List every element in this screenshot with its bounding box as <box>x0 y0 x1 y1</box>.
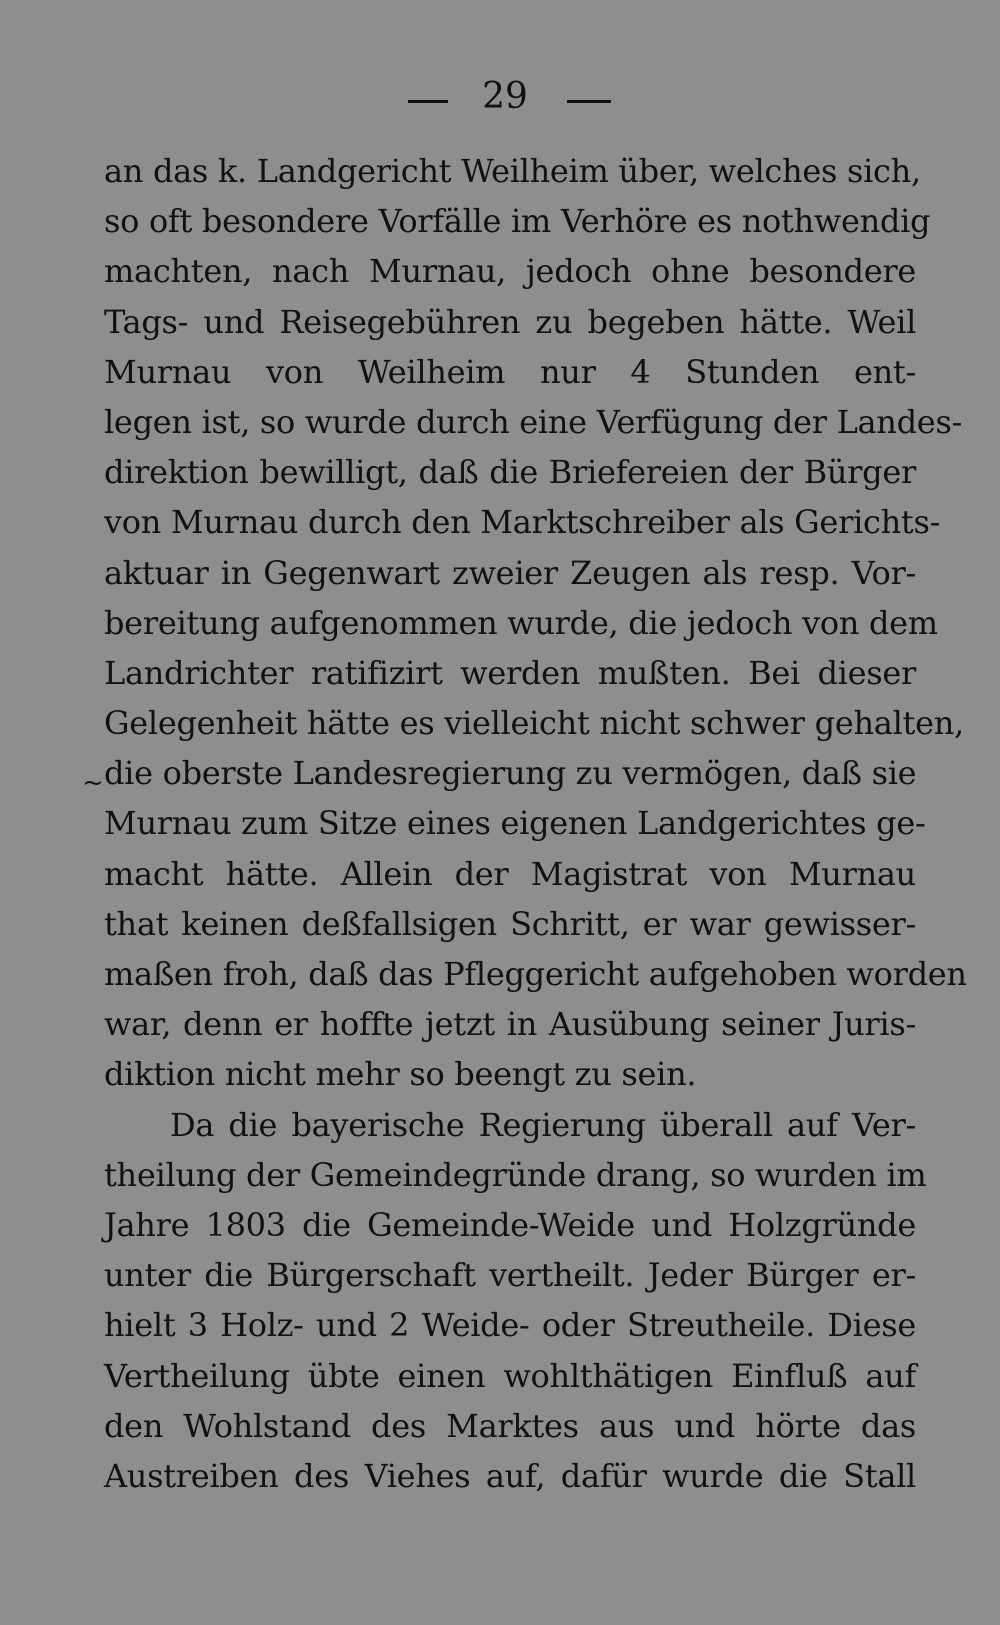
text-line: an das k. Landgericht Weilheim über, welches sich, <box>104 152 921 190</box>
header-dash-left <box>408 100 448 103</box>
margin-mark: ~ <box>82 768 104 798</box>
header-dash-right <box>567 100 611 103</box>
text-line: Jahre 1803 die Gemeinde-Weide und Holzgründe <box>104 1205 916 1244</box>
text-line: macht hätte. Allein der Magistrat von Murnau <box>104 854 916 893</box>
text-line: Landrichter ratifizirt werden mußten. Bei dieser <box>104 653 916 692</box>
text-line: machten, nach Murnau, jedoch ohne besondere <box>104 252 916 291</box>
page-header <box>0 72 1000 122</box>
text-line: bereitung aufgenommen wurde, die jedoch von dem <box>104 603 938 642</box>
text-line: aktuar in Gegenwart zweier Zeugen als resp. Vor- <box>104 553 916 592</box>
text-line: theilung der Gemeindegründe drang, so wurden im <box>104 1155 927 1194</box>
text-line: Murnau von Weilheim nur 4 Stunden ent- <box>104 352 916 391</box>
text-line: den Wohlstand des Marktes aus und hörte das <box>104 1406 916 1445</box>
text-line: unter die Bürgerschaft vertheilt. Jeder Bürger er- <box>104 1256 916 1295</box>
text-line: hielt 3 Holz- und 2 Weide- oder Streutheile. Diese <box>104 1306 916 1345</box>
text-line: legen ist, so wurde durch eine Verfügung der Landes- <box>104 402 963 441</box>
text-line: direktion bewilligt, daß die Briefereien der Bürger <box>104 453 916 492</box>
text-line: diktion nicht mehr so beengt zu sein. <box>104 1055 697 1094</box>
text-line: maßen froh, daß das Pfleggericht aufgehoben worden <box>104 955 967 993</box>
text-line: that keinen deßfallsigen Schritt, er war gewisser- <box>104 904 916 943</box>
page-number: 29 <box>482 76 528 117</box>
text-line: die oberste Landesregierung zu vermögen, daß sie <box>104 754 917 793</box>
body-text <box>104 146 967 1501</box>
text-line: Tags- und Reisegebühren zu begeben hätte. Weil <box>104 302 916 341</box>
text-line: Vertheilung übte einen wohlthätigen Einfluß auf <box>104 1356 916 1395</box>
text-line: so oft besondere Vorfälle im Verhöre es nothwendig <box>104 202 931 241</box>
text-line: von Murnau durch den Marktschreiber als Gerichts- <box>104 503 941 542</box>
text-line: Da die bayerische Regierung überall auf Ver- <box>170 1105 916 1144</box>
text-line: war, denn er hoffte jetzt in Ausübung seiner Juris- <box>104 1005 916 1044</box>
text-line: Murnau zum Sitze eines eigenen Landgerichtes ge- <box>104 804 926 843</box>
text-line: Austreiben des Viehes auf, dafür wurde die Stall <box>104 1456 916 1495</box>
text-line: Gelegenheit hätte es vielleicht nicht schwer gehalten, <box>104 704 964 743</box>
